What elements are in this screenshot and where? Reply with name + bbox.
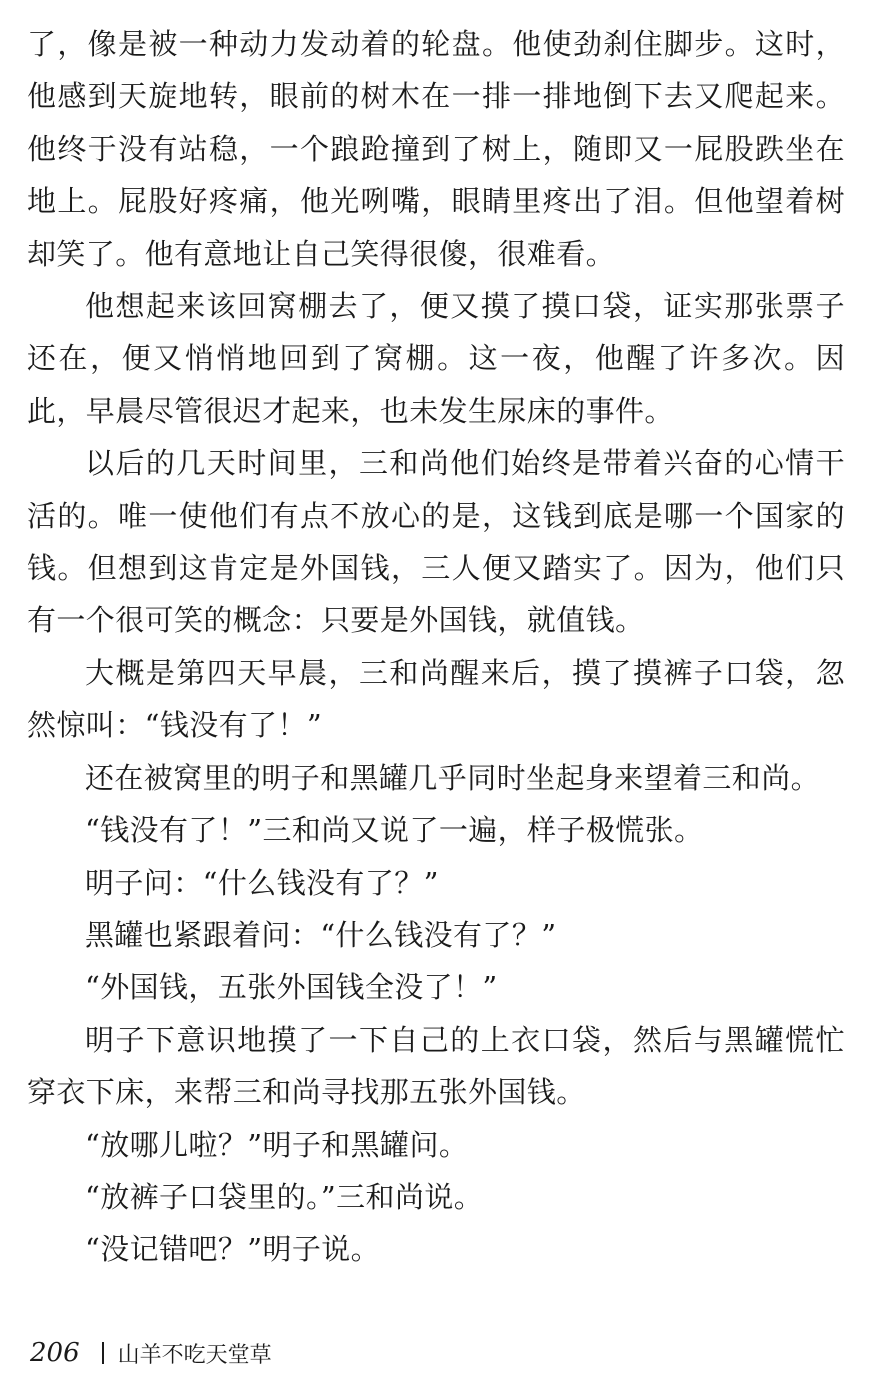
paragraph-8: 黑罐也紧跟着问：“什么钱没有了？” xyxy=(85,917,557,952)
page-number: 206 xyxy=(30,1338,80,1368)
paragraph-11: “放哪儿啦？”明子和黑罐问。 xyxy=(85,1127,469,1162)
paragraph-1: 了，像是被一种动力发动着的轮盘。他使劲刹住脚步。这时，他感到天旋地转，眼前的树木在一排一排地倒下去又爬起来。他终于没有站稳，一个踉跄撞到了树上，随即又一屁股跌坐在地上。屁股好疼痛，他光咧嘴，眼睛里疼出了泪。但他望着树却笑了。他有意地让自己笑得很傻，很难看。 xyxy=(27,27,845,271)
paragraph-5: 还在被窝里的明子和黑罐几乎同时坐起身来望着三和尚。 xyxy=(85,760,821,795)
book-page-body xyxy=(27,18,845,1276)
paragraph-2: 他想起来该回窝棚去了，便又摸了摸口袋，证实那张票子还在，便又悄悄地回到了窝棚。这一夜，他醒了许多次。因此，早晨尽管很迟才起来，也未发生尿床的事件。 xyxy=(27,289,845,428)
paragraph-9: “外国钱，五张外国钱全没了！” xyxy=(85,970,498,1005)
paragraph-7: 明子问：“什么钱没有了？” xyxy=(85,865,439,900)
page-footer xyxy=(30,1336,272,1370)
paragraph-3: 以后的几天时间里，三和尚他们始终是带着兴奋的心情干活的。唯一使他们有点不放心的是，这钱到底是哪一个国家的钱。但想到这肯定是外国钱，三人便又踏实了。因为，他们只有一个很可笑的概念：只要是外国钱，就值钱。 xyxy=(27,446,845,638)
paragraph-6: “钱没有了！”三和尚又说了一遍，样子极慌张。 xyxy=(85,813,704,848)
footer-divider xyxy=(102,1342,104,1364)
paragraph-4: 大概是第四天早晨，三和尚醒来后，摸了摸裤子口袋，忽然惊叫：“钱没有了！” xyxy=(27,655,845,743)
paragraph-12: “放裤子口袋里的。”三和尚说。 xyxy=(85,1179,484,1214)
book-title: 山羊不吃天堂草 xyxy=(117,1342,272,1368)
paragraph-10: 明子下意识地摸了一下自己的上衣口袋，然后与黑罐慌忙穿衣下床，来帮三和尚寻找那五张外国钱。 xyxy=(27,1022,845,1110)
paragraph-13: “没记错吧？”明子说。 xyxy=(85,1232,381,1267)
